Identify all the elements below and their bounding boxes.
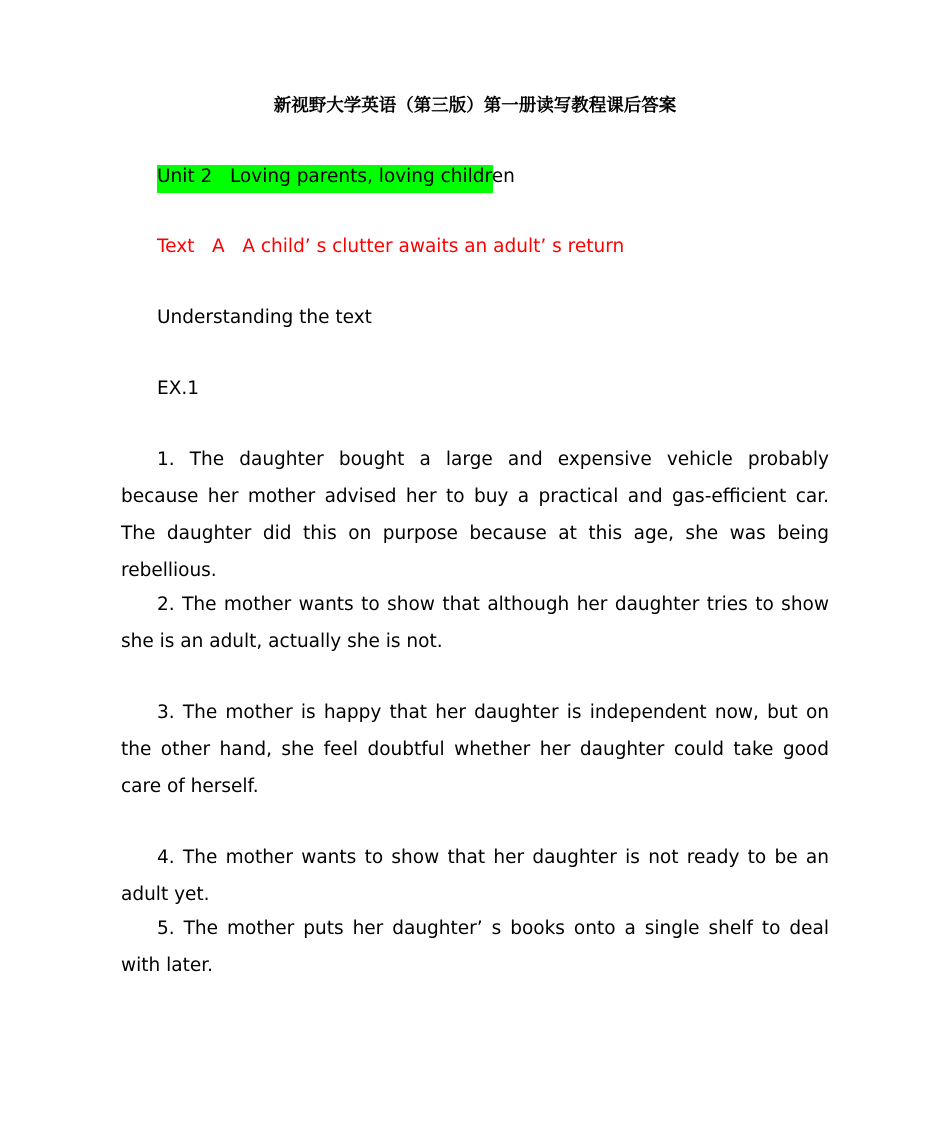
answer-paragraph-1: 1. The daughter bought a large and expensive vehicle probably because her mother advised her to buy a practical and gas-efficient car. The daughter did this on purpose because at this age, she was being rebellious. xyxy=(121,449,829,581)
section-heading: Understanding the text xyxy=(157,307,372,328)
text-heading: Text A A child’ s clutter awaits an adult’ s return xyxy=(157,236,625,257)
document-title: 新视野大学英语（第三版）第一册读写教程课后答案 xyxy=(273,96,677,116)
answer-paragraph-3: 3. The mother is happy that her daughter is independent now, but on the other hand, she feel doubtful whether her daughter could take good care of herself. xyxy=(121,702,829,797)
answer-paragraph-4: 4. The mother wants to show that her daughter is not ready to be an adult yet. xyxy=(121,847,829,905)
unit-heading: Unit 2 Loving parents, loving children xyxy=(157,165,493,193)
answer-paragraph-2: 2. The mother wants to show that although her daughter tries to show she is an adult, actually she is not. xyxy=(121,594,829,652)
exercise-label: EX.1 xyxy=(157,378,200,399)
answer-paragraph-5: 5. The mother puts her daughter’ s books onto a single shelf to deal with later. xyxy=(121,918,829,976)
